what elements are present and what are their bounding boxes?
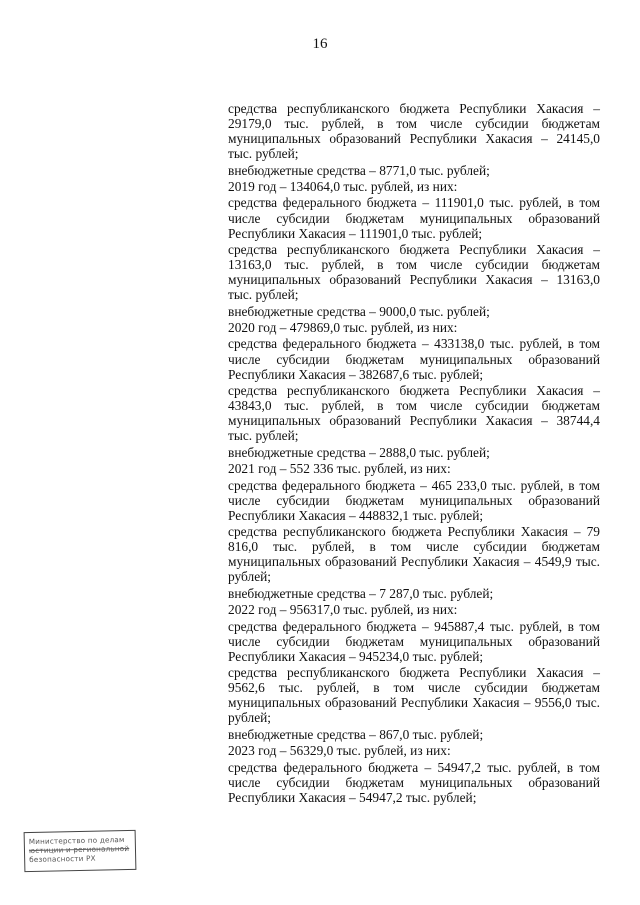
- body-paragraph: средства республиканского бюджета Республики Хакасия – 43843,0 тыс. рублей, в том числе субсидии бюджетам муниципальных образований Республики Хакасия – 38744,4 тыс. рублей;: [228, 383, 600, 444]
- body-paragraph: внебюджетные средства – 9000,0 тыс. рублей;: [228, 303, 490, 319]
- body-paragraph: средства республиканского бюджета Республики Хакасия – 13163,0 тыс. рублей, в том числе субсидии бюджетам муниципальных образований Республики Хакасия – 13163,0 тыс. рублей;: [228, 242, 600, 303]
- body-paragraph: 2023 год – 56329,0 тыс. рублей, из них:: [228, 743, 451, 759]
- stamp-line: Министерство по делам: [28, 835, 125, 847]
- body-paragraph: средства федерального бюджета – 433138,0 тыс. рублей, в том числе субсидии бюджетам муниципальных образований Республики Хакасия – 382687,6 тыс. рублей;: [228, 336, 600, 382]
- body-paragraph: внебюджетные средства – 867,0 тыс. рублей;: [228, 726, 484, 742]
- body-paragraph: внебюджетные средства – 2888,0 тыс. рублей;: [228, 444, 490, 460]
- body-paragraph: средства федерального бюджета – 945887,4 тыс. рублей, в том числе субсидии бюджетам муниципальных образований Республики Хакасия – 945234,0 тыс. рублей;: [228, 618, 600, 664]
- registration-stamp: [24, 830, 137, 872]
- body-paragraph: 2021 год – 552 336 тыс. рублей, из них:: [228, 461, 451, 477]
- stamp-line: юстиции и региональной: [28, 843, 130, 856]
- body-paragraph: средства федерального бюджета – 54947,2 тыс. рублей, в том числе субсидии бюджетам муниципальных образований Республики Хакасия – 54947,2 тыс. рублей;: [228, 759, 600, 805]
- stamp-line: безопасности РХ: [29, 853, 96, 865]
- body-paragraph: средства федерального бюджета – 111901,0 тыс. рублей, в том числе субсидии бюджетам муниципальных образований Республики Хакасия – 111901,0 тыс. рублей;: [228, 195, 600, 241]
- document-body: [228, 101, 600, 806]
- body-paragraph: внебюджетные средства – 8771,0 тыс. рублей;: [228, 162, 490, 178]
- body-paragraph: 2020 год – 479869,0 тыс. рублей, из них:: [228, 320, 458, 336]
- body-paragraph: внебюджетные средства – 7 287,0 тыс. рублей;: [228, 585, 494, 601]
- page-number: 16: [312, 36, 328, 52]
- body-paragraph: 2019 год – 134064,0 тыс. рублей, из них:: [228, 179, 458, 195]
- body-paragraph: средства республиканского бюджета Республики Хакасия – 9562,6 тыс. рублей, в том числе субсидии бюджетам муниципальных образований Республики Хакасия – 9556,0 тыс. рублей;: [228, 665, 600, 726]
- body-paragraph: средства республиканского бюджета Республики Хакасия – 29179,0 тыс. рублей, в том числе субсидии бюджетам муниципальных образований Республики Хакасия – 24145,0 тыс. рублей;: [228, 101, 600, 162]
- body-paragraph: 2022 год – 956317,0 тыс. рублей, из них:: [228, 602, 458, 618]
- body-paragraph: средства республиканского бюджета Республики Хакасия – 79 816,0 тыс. рублей, в том числе субсидии бюджетам муниципальных образований Республики Хакасия – 4549,9 тыс. рублей;: [228, 524, 600, 585]
- body-paragraph: средства федерального бюджета – 465 233,0 тыс. рублей, в том числе субсидии бюджетам муниципальных образований Республики Хакасия – 448832,1 тыс. рублей;: [228, 477, 600, 523]
